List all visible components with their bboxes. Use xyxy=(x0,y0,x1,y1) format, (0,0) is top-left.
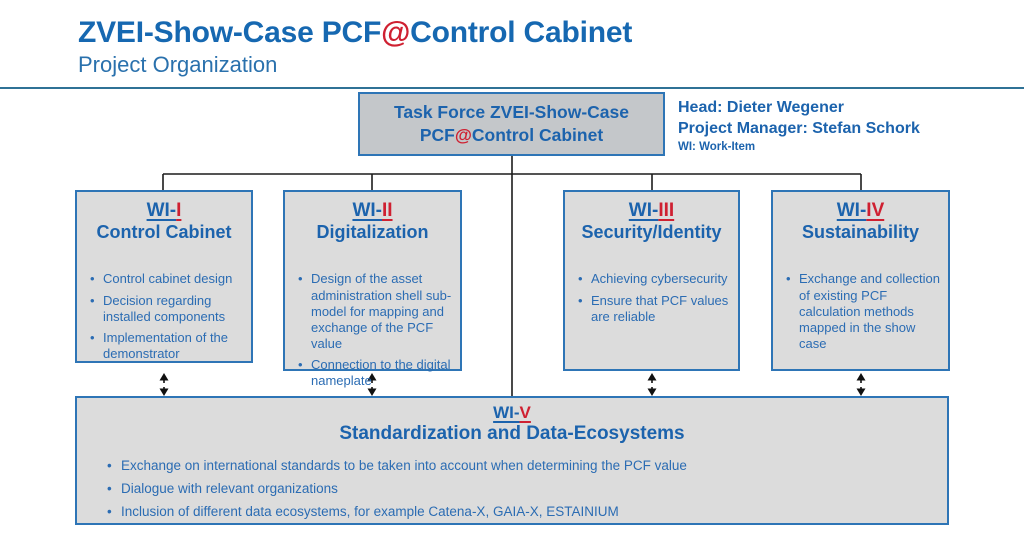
title-text-pre: ZVEI-Show-Case PCF xyxy=(78,16,382,49)
work-item-box-wi2 xyxy=(283,190,462,389)
wi5-bullet-list xyxy=(77,458,947,520)
list-item: • Exchange on international standards to be taken into account when determining the PCF value xyxy=(107,458,941,475)
wi1-numeral: I xyxy=(176,200,182,221)
wi1-title: Control Cabinet xyxy=(96,221,232,242)
wi3-title: Security/Identity xyxy=(581,221,722,242)
two-way-arrow-wi4 xyxy=(857,373,866,396)
wi5-title: Standardization and Data-Ecosystems xyxy=(339,422,685,444)
list-item: • Control cabinet design xyxy=(90,271,245,287)
wi1-bullet-list xyxy=(77,271,251,362)
wi5-id xyxy=(77,403,947,423)
task-force-line1: Task Force ZVEI-Show-Case xyxy=(393,102,630,123)
list-item: • Ensure that PCF values are reliable xyxy=(578,293,732,325)
task-force-line2-pre: PCF xyxy=(419,125,455,145)
wi5-numeral: V xyxy=(519,403,531,422)
wi2-prefix: WI- xyxy=(352,200,382,221)
wi3-numeral: III xyxy=(658,200,675,221)
title-at-symbol: @ xyxy=(381,16,411,49)
leadership-info xyxy=(678,97,920,153)
two-way-arrow-wi1 xyxy=(160,373,169,396)
org-tree-lines xyxy=(163,156,861,397)
list-item: • Decision regarding installed components xyxy=(90,293,245,325)
wi3-bullet-list xyxy=(565,271,738,324)
work-item-box-wi5 xyxy=(75,396,949,525)
task-force-line2-post: Control Cabinet xyxy=(471,125,604,145)
wi3-prefix: WI- xyxy=(628,200,659,221)
title-text-post: Control Cabinet xyxy=(410,16,633,49)
wi2-id xyxy=(285,200,460,222)
work-item-box-wi1 xyxy=(75,190,253,363)
list-item: • Implementation of the demonstrator xyxy=(90,330,245,362)
list-item: • Connection to the digital nameplate xyxy=(298,357,454,389)
project-manager-label: Project Manager: Stefan Schork xyxy=(678,120,920,138)
wi3-id xyxy=(565,200,738,222)
wi1-prefix: WI- xyxy=(146,200,177,221)
work-item-box-wi3 xyxy=(563,190,740,371)
list-item: • Achieving cybersecurity xyxy=(578,271,732,287)
page-subtitle: Project Organization xyxy=(78,52,278,77)
wi4-title: Sustainability xyxy=(801,221,920,242)
task-force-line2 xyxy=(420,124,603,147)
list-item: • Design of the asset administration shell sub-model for mapping and exchange of the PCF value xyxy=(298,271,454,352)
list-item: • Exchange and collection of existing PCF calculation methods mapped in the show case xyxy=(786,271,942,352)
wi1-id xyxy=(77,200,251,222)
work-item-box-wi4 xyxy=(771,190,950,371)
two-way-arrow-wi3 xyxy=(648,373,657,396)
wi4-prefix: WI- xyxy=(836,200,867,221)
task-force-at-symbol: @ xyxy=(454,125,472,145)
wi2-numeral: II xyxy=(381,200,393,221)
task-force-box xyxy=(358,92,665,156)
wi4-numeral: IV xyxy=(866,200,885,221)
head-label: Head: Dieter Wegener xyxy=(678,99,844,116)
wi5-prefix: WI- xyxy=(493,403,520,422)
wi4-id xyxy=(773,200,948,222)
wi4-bullet-list xyxy=(773,271,948,352)
wi2-bullet-list xyxy=(285,271,460,389)
list-item: • Dialogue with relevant organizations xyxy=(107,481,941,498)
list-item: • Inclusion of different data ecosystems, for example Catena-X, GAIA-X, ESTAINIUM xyxy=(107,504,941,521)
wi2-title: Digitalization xyxy=(316,221,429,242)
wi-abbreviation-note: WI: Work-Item xyxy=(678,141,756,154)
